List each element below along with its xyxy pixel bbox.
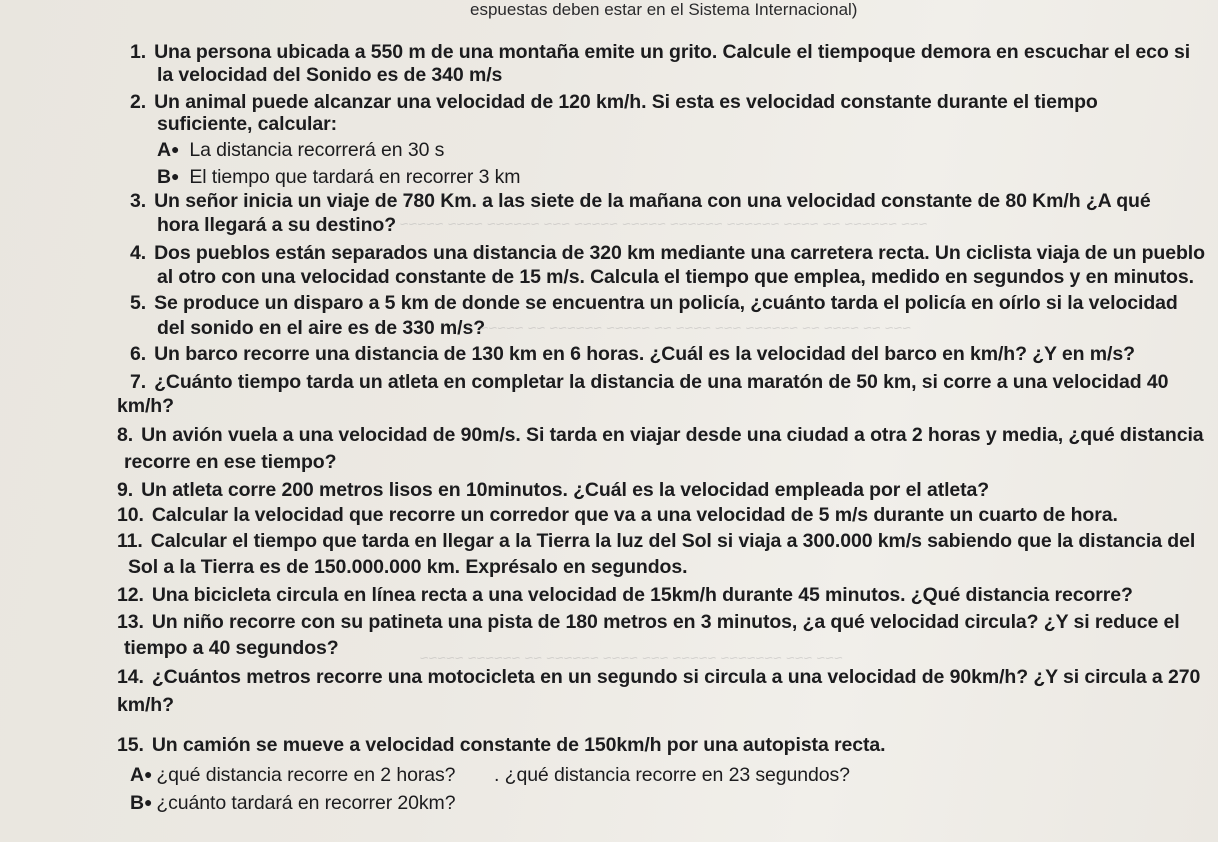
sub-letter-b: B● bbox=[157, 166, 180, 188]
problem-number: 2. bbox=[130, 91, 147, 113]
problem-15-sub-b bbox=[130, 791, 455, 816]
problem-2-line-2: suficiente, calcular: bbox=[157, 113, 337, 135]
problem-10-line-1 bbox=[117, 503, 1118, 527]
problem-12-line-1 bbox=[117, 583, 1133, 607]
problem-11-line-1 bbox=[117, 529, 1195, 553]
problem-8-line-1 bbox=[117, 423, 1204, 447]
problem-text: ¿Cuántos metros recorre una motocicleta en un segundo si circula a una velocidad de 90km/h? ¿Y si circula a 270 bbox=[151, 666, 1201, 688]
problem-text: Un avión vuela a una velocidad de 90m/s. Si tarda en viajar desde una ciudad a otra 2 horas y media, ¿qué distancia bbox=[141, 424, 1204, 446]
problem-4-line-1 bbox=[130, 241, 1205, 265]
sub-letter-b: B● bbox=[130, 792, 153, 814]
problem-number: 10. bbox=[117, 504, 144, 526]
problem-text: Calcular el tiempo que tarda en llegar a la Tierra la luz del Sol si viaja a 300.000 km/s sabiendo que la distancia del bbox=[150, 530, 1196, 552]
problem-number: 7. bbox=[130, 371, 147, 393]
bleed-through-texture: ~~~ ~~ ~~~~ ~~ ~~~~~~ ~~~ ~~~~ ~~ ~~~~~ ~~~~~~ ~~ ~~~~~ bbox=[480, 320, 912, 337]
problem-13-line-2: tiempo a 40 segundos? bbox=[124, 637, 339, 659]
problem-13-line-1 bbox=[117, 610, 1180, 634]
sub-text: La distancia recorrerá en 30 s bbox=[189, 139, 445, 161]
problem-text: Un atleta corre 200 metros lisos en 10minutos. ¿Cuál es la velocidad empleada por el atleta? bbox=[141, 479, 990, 501]
sub-letter-a: A● bbox=[130, 764, 153, 786]
problem-5-line-2: del sonido en el aire es de 330 m/s? bbox=[157, 317, 486, 339]
problem-number: 11. bbox=[117, 530, 143, 552]
problem-text: Un animal puede alcanzar una velocidad de 120 km/h. Si esta es velocidad constante durante el tiempo bbox=[154, 91, 1098, 113]
problem-number: 8. bbox=[117, 424, 134, 446]
sub-text: ¿cuánto tardará en recorrer 20km? bbox=[156, 792, 456, 814]
problem-1-line-1 bbox=[130, 40, 1190, 64]
problem-number: 5. bbox=[130, 292, 147, 314]
sub-letter-a: A● bbox=[157, 139, 180, 161]
problem-1-line-2: la velocidad del Sonido es de 340 m/s bbox=[157, 64, 503, 86]
problem-3-line-1 bbox=[130, 189, 1151, 213]
problem-text: ¿Cuánto tiempo tarda un atleta en completar la distancia de una maratón de 50 km, si corre a una velocidad 40 bbox=[154, 371, 1169, 393]
sub-text: El tiempo que tardará en recorrer 3 km bbox=[189, 166, 521, 188]
problem-text: Una persona ubicada a 550 m de una montaña emite un grito. Calcule el tiempoque demora en escuchar el eco si bbox=[154, 41, 1191, 63]
problem-9-line-1 bbox=[117, 478, 989, 502]
problem-text: Dos pueblos están separados una distancia de 320 km mediante una carretera recta. Un ciclista viaja de un pueblo bbox=[154, 242, 1205, 264]
problem-text: Se produce un disparo a 5 km de donde se encuentra un policía, ¿cuánto tarda el policía en oírlo si la velocidad bbox=[154, 292, 1178, 314]
problem-text: Calcular la velocidad que recorre un corredor que va a una velocidad de 5 m/s durante un cuarto de hora. bbox=[151, 504, 1118, 526]
bleed-through-texture: ~~~ ~~~ ~~~~~~~ ~~~~~ ~~~ ~~~~ ~~~~~~ ~~ ~~~~~~ ~~~~~ bbox=[420, 650, 843, 667]
sub-text: ¿qué distancia recorre en 2 horas? bbox=[156, 764, 456, 786]
problem-3-line-2: hora llegará a su destino? bbox=[157, 214, 397, 236]
problem-text: Un niño recorre con su patineta una pista de 180 metros en 3 minutos, ¿a qué velocidad circula? ¿Y si reduce el bbox=[151, 611, 1180, 633]
problem-7-line-2: km/h? bbox=[117, 395, 174, 417]
problem-15-sub-extra: . ¿qué distancia recorre en 23 segundos? bbox=[494, 764, 850, 786]
problem-7-line-1 bbox=[130, 370, 1168, 394]
problem-14-line-1 bbox=[117, 665, 1200, 689]
problem-number: 14. bbox=[117, 666, 144, 688]
problem-11-line-2: Sol a la Tierra es de 150.000.000 km. Exprésalo en segundos. bbox=[128, 556, 688, 578]
problem-15-line-1 bbox=[117, 733, 885, 757]
problem-6-line-1 bbox=[130, 342, 1135, 366]
problem-number: 6. bbox=[130, 343, 147, 365]
problem-2-line-1 bbox=[130, 90, 1098, 114]
problem-text: Un barco recorre una distancia de 130 km en 6 horas. ¿Cuál es la velocidad del barco en km/h? ¿Y en m/s? bbox=[154, 343, 1135, 365]
problem-text: Un camión se mueve a velocidad constante de 150km/h por una autopista recta. bbox=[151, 734, 886, 756]
problem-4-line-2: al otro con una velocidad constante de 15 m/s. Calcula el tiempo que emplea, medido en segundos y en minutos. bbox=[157, 266, 1194, 288]
problem-5-line-1 bbox=[130, 291, 1178, 315]
problem-2-sub-a bbox=[157, 138, 444, 163]
problem-number: 13. bbox=[117, 611, 144, 633]
problem-14-line-2: km/h? bbox=[117, 694, 174, 716]
problem-number: 15. bbox=[117, 734, 144, 756]
problem-number: 12. bbox=[117, 584, 144, 606]
problem-text: Un señor inicia un viaje de 780 Km. a las siete de la mañana con una velocidad constante de 80 Km/h ¿A qué bbox=[154, 190, 1151, 212]
bleed-through-texture: ~~~ ~~~~~~ ~~ ~~~~ ~~~~~~ ~~~~~~ ~~~~~ ~~~~~ ~~~ ~~~~~~ ~~~~ ~~~~~ bbox=[400, 216, 928, 233]
problem-number: 4. bbox=[130, 242, 147, 264]
problem-15-sub-a bbox=[130, 763, 455, 788]
problem-number: 1. bbox=[130, 41, 147, 63]
problem-8-line-2: recorre en ese tiempo? bbox=[124, 451, 337, 473]
problem-2-sub-b bbox=[157, 165, 520, 190]
problem-text: Una bicicleta circula en línea recta a una velocidad de 15km/h durante 45 minutos. ¿Qué distancia recorre? bbox=[151, 584, 1133, 606]
problem-number: 9. bbox=[117, 479, 134, 501]
header-text: espuestas deben estar en el Sistema Internacional) bbox=[470, 0, 858, 19]
problem-number: 3. bbox=[130, 190, 147, 212]
